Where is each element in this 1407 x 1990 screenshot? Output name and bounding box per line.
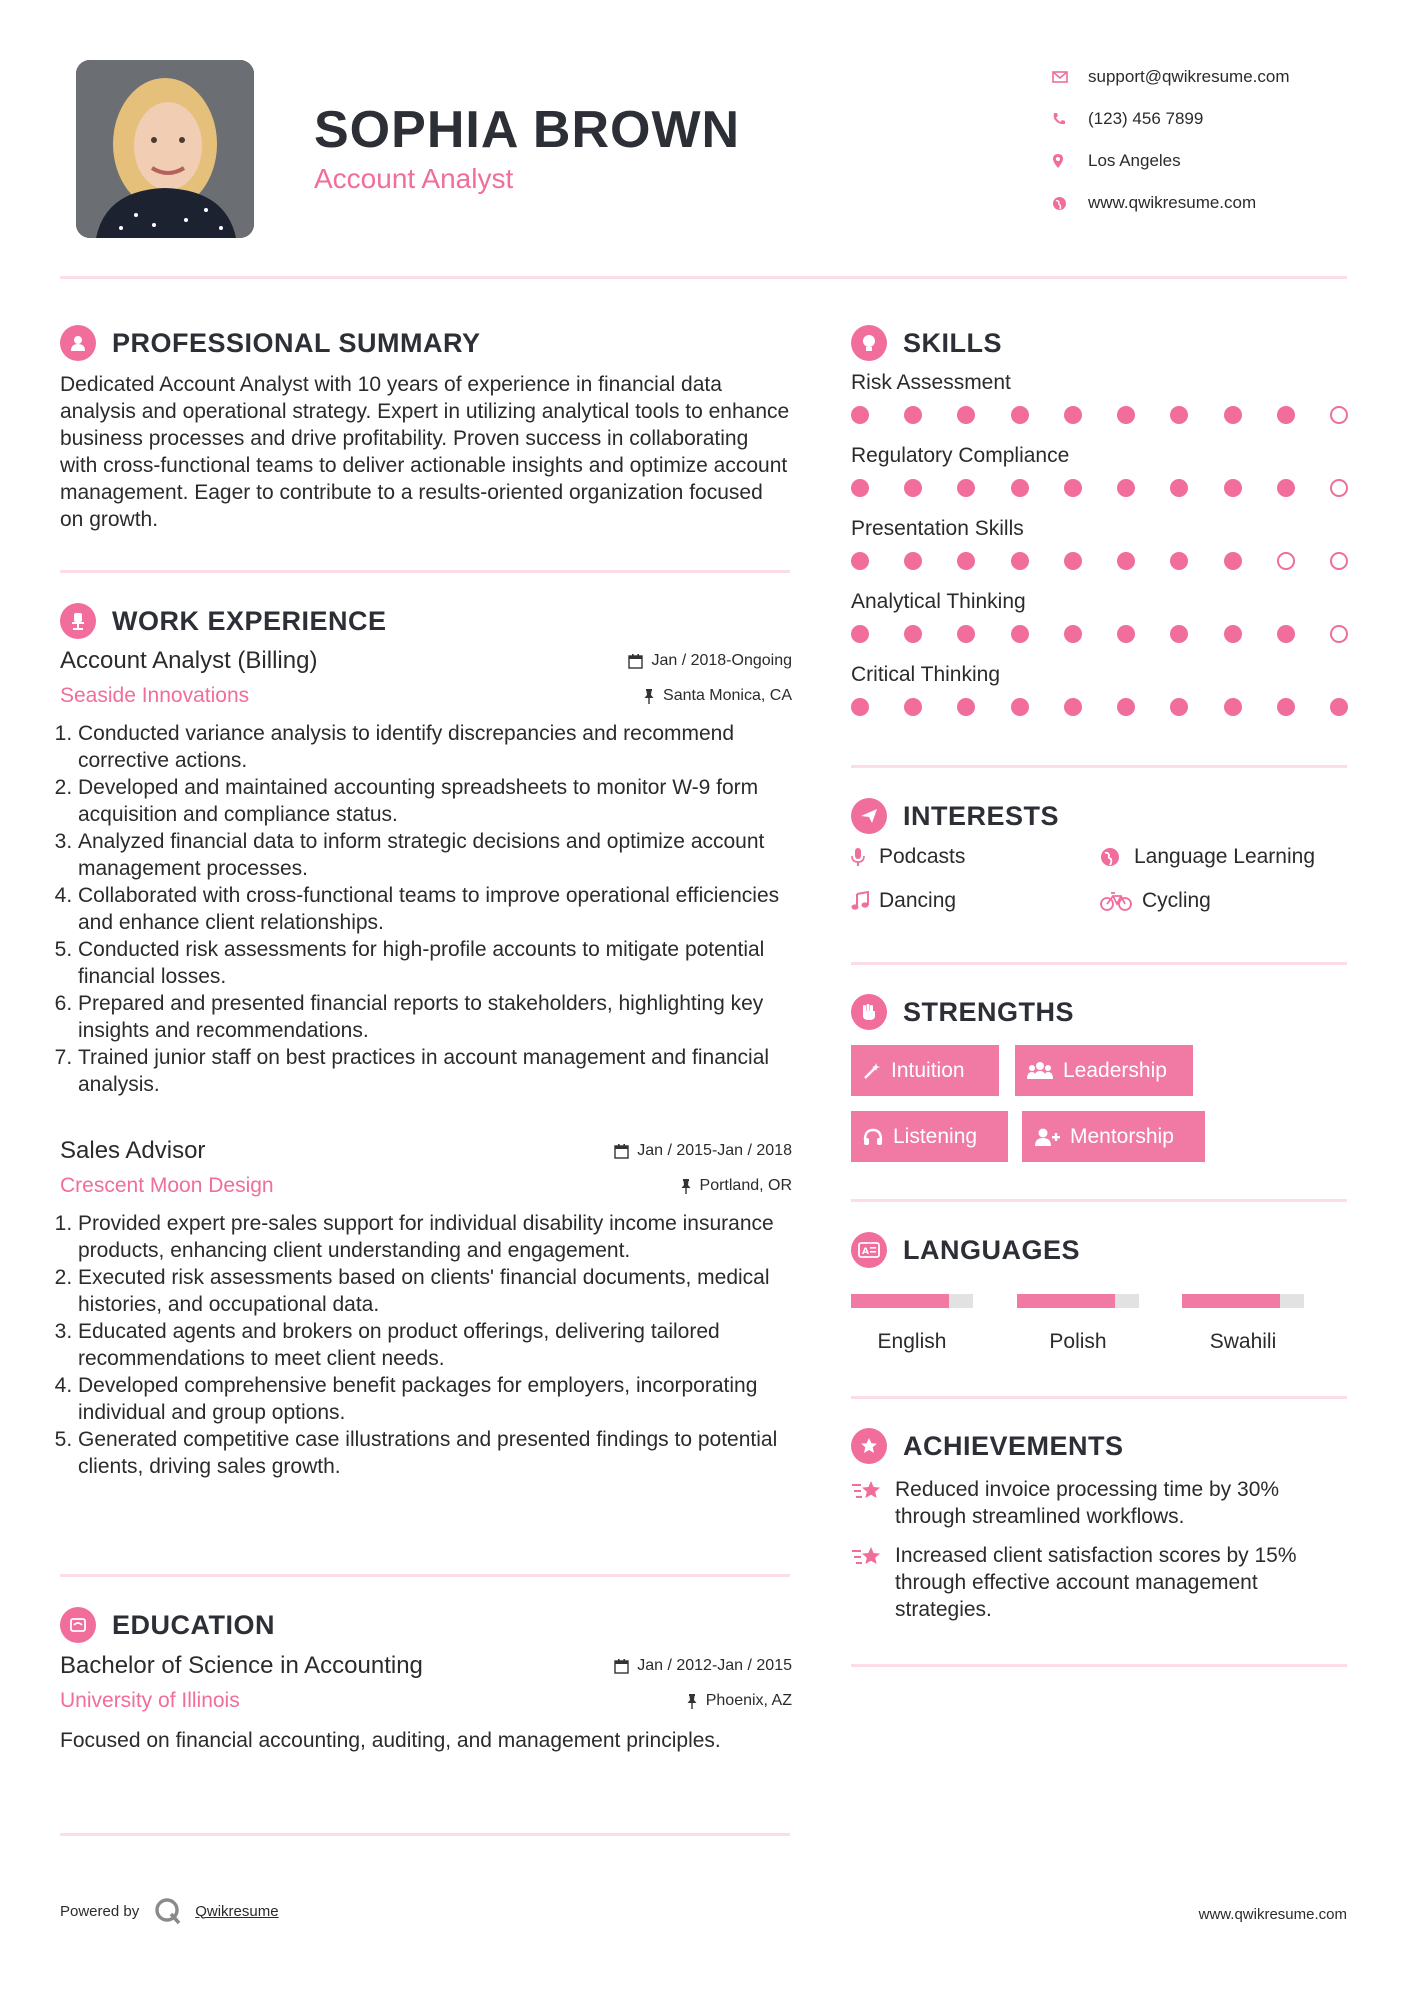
microphone-icon bbox=[851, 847, 879, 867]
achievement-item bbox=[851, 1542, 1351, 1623]
strength-tag: Intuition bbox=[851, 1045, 999, 1096]
contact-phone-text: (123) 456 7899 bbox=[1088, 109, 1204, 128]
education-description: Focused on financial accounting, auditing, and management principles. bbox=[60, 1729, 721, 1752]
skill-name: Analytical Thinking bbox=[851, 590, 1026, 613]
skill-dot-filled bbox=[1330, 698, 1348, 716]
contact-location-text: Los Angeles bbox=[1088, 151, 1181, 170]
job-company: Crescent Moon Design bbox=[60, 1174, 274, 1197]
skill-dot-filled bbox=[1224, 698, 1242, 716]
footer-powered-by bbox=[60, 1896, 279, 1926]
language-level-bar bbox=[1017, 1294, 1139, 1308]
language-level-bar bbox=[851, 1294, 973, 1308]
skill-dot-filled bbox=[904, 552, 922, 570]
job-company: Seaside Innovations bbox=[60, 684, 250, 707]
skill-dot-filled bbox=[1170, 479, 1188, 497]
skill-item bbox=[851, 444, 1351, 497]
achievement-item bbox=[851, 1476, 1351, 1530]
skill-name: Risk Assessment bbox=[851, 371, 1011, 394]
list-item: 1. Conducted variance analysis to identify discrepancies and recommend corrective actions. bbox=[78, 720, 792, 774]
languages-title: LANGUAGES bbox=[903, 1234, 1081, 1265]
envelope-icon bbox=[1052, 71, 1088, 83]
language-item bbox=[1182, 1294, 1304, 1354]
calendar-icon bbox=[614, 1659, 629, 1674]
skill-dot-filled bbox=[851, 479, 869, 497]
skill-dot-empty bbox=[1330, 552, 1348, 570]
powered-by-label: Powered by bbox=[60, 1902, 140, 1920]
group-icon bbox=[1027, 1061, 1053, 1081]
summary-text: Dedicated Account Analyst with 10 years of experience in financial data analysis and operational strategy. Expert in utilizing analytical tools to enhance business processes and drive profitability. Proven success in collaborating with cross-functional teams to deliver actionable insights and optimize account management. Eager to contribute to a results-oriented organization focused on growth. bbox=[60, 373, 790, 531]
strengths-title: STRENGTHS bbox=[903, 996, 1075, 1027]
chair-icon bbox=[60, 603, 96, 639]
list-item: 1. Provided expert pre-sales support for individual disability income insurance products, enhancing client understanding and engagement. bbox=[78, 1210, 792, 1264]
degree-title: Bachelor of Science in Accounting bbox=[60, 1652, 423, 1679]
star-badge-icon bbox=[851, 1428, 887, 1464]
skill-dot-filled bbox=[1224, 406, 1242, 424]
education-divider bbox=[60, 1833, 790, 1836]
skill-dot-filled bbox=[1064, 406, 1082, 424]
education-entry bbox=[60, 1652, 792, 1754]
list-item: 3. Analyzed financial data to inform strategic decisions and optimize account management processes. bbox=[78, 828, 792, 882]
skill-dot-filled bbox=[851, 552, 869, 570]
skill-name: Presentation Skills bbox=[851, 517, 1024, 540]
list-item: 2. Developed and maintained accounting spreadsheets to monitor W-9 form acquisition and compliance status. bbox=[78, 774, 792, 828]
list-item: 6. Prepared and presented financial reports to stakeholders, highlighting key insights and recommendations. bbox=[78, 990, 792, 1044]
language-item bbox=[851, 1294, 973, 1354]
skill-dot-filled bbox=[1064, 698, 1082, 716]
interest-item: Dancing bbox=[851, 889, 956, 913]
skill-dot-filled bbox=[1064, 552, 1082, 570]
footer-website[interactable]: www.qwikresume.com bbox=[1198, 1906, 1347, 1923]
skill-rating bbox=[851, 698, 1348, 716]
qwikresume-logo-icon bbox=[153, 1896, 183, 1926]
job-title: Account Analyst (Billing) bbox=[60, 647, 318, 674]
skill-dot-filled bbox=[1170, 625, 1188, 643]
interest-item: Podcasts bbox=[851, 845, 965, 869]
music-note-icon bbox=[851, 891, 879, 911]
headphones-icon bbox=[863, 1128, 883, 1146]
pushpin-icon bbox=[680, 1179, 692, 1194]
profile-photo bbox=[76, 60, 254, 238]
summary-heading bbox=[60, 325, 481, 361]
summary-title: PROFESSIONAL SUMMARY bbox=[112, 327, 481, 358]
qwikresume-link[interactable]: Qwikresume bbox=[195, 1902, 279, 1920]
contact-phone[interactable] bbox=[1052, 98, 1382, 140]
list-item: 4. Collaborated with cross-functional teams to improve operational efficiencies and enhance client relationships. bbox=[78, 882, 792, 936]
skill-dot-filled bbox=[1011, 479, 1029, 497]
skill-dot-filled bbox=[957, 406, 975, 424]
language-item bbox=[1017, 1294, 1139, 1354]
experience-title: WORK EXPERIENCE bbox=[112, 605, 387, 636]
shooting-star-icon bbox=[851, 1542, 895, 1623]
strength-tag: Mentorship bbox=[1022, 1111, 1205, 1162]
job-bullets bbox=[60, 1210, 792, 1480]
list-item: 4. Developed comprehensive benefit packages for employers, incorporating individual and group options. bbox=[78, 1372, 792, 1426]
school-name: University of Illinois bbox=[60, 1689, 240, 1712]
skill-dot-filled bbox=[1117, 625, 1135, 643]
language-name: Polish bbox=[1049, 1330, 1107, 1353]
job-entry bbox=[60, 1137, 792, 1480]
skill-dot-filled bbox=[1170, 552, 1188, 570]
skill-dot-filled bbox=[1011, 552, 1029, 570]
language-level-fill bbox=[1182, 1294, 1280, 1308]
strength-tag: Leadership bbox=[1015, 1045, 1193, 1096]
skill-dot-filled bbox=[1277, 698, 1295, 716]
skill-dot-filled bbox=[1277, 406, 1295, 424]
skill-dot-filled bbox=[1011, 406, 1029, 424]
skill-dot-filled bbox=[904, 406, 922, 424]
strengths-divider bbox=[851, 1199, 1347, 1202]
skill-name: Critical Thinking bbox=[851, 663, 1000, 686]
candidate-role: Account Analyst bbox=[314, 163, 514, 194]
skill-rating bbox=[851, 479, 1348, 497]
skill-dot-filled bbox=[1011, 625, 1029, 643]
list-item: 5. Generated competitive case illustrations and presented findings to potential clients, driving sales growth. bbox=[78, 1426, 792, 1480]
language-level-bar bbox=[1182, 1294, 1304, 1308]
language-name: English bbox=[877, 1330, 947, 1353]
shooting-star-icon bbox=[851, 1476, 895, 1530]
contact-website[interactable] bbox=[1052, 182, 1382, 224]
skills-title: SKILLS bbox=[903, 327, 1003, 358]
pushpin-icon bbox=[643, 689, 655, 704]
paper-plane-icon bbox=[851, 798, 887, 834]
interest-item: Language Learning bbox=[1100, 845, 1315, 869]
job-title: Sales Advisor bbox=[60, 1137, 206, 1164]
contact-website-text: www.qwikresume.com bbox=[1088, 193, 1257, 212]
pushpin-icon bbox=[686, 1694, 698, 1709]
skill-dot-filled bbox=[1117, 479, 1135, 497]
skill-dot-filled bbox=[1170, 698, 1188, 716]
achievement-text: Increased client satisfaction scores by 15% through effective account management strategies. bbox=[895, 1544, 1297, 1621]
summary-divider bbox=[60, 570, 790, 573]
language-card-icon bbox=[851, 1232, 887, 1268]
graduation-icon bbox=[60, 1607, 96, 1643]
user-plus-icon bbox=[1034, 1127, 1060, 1147]
skill-dot-filled bbox=[1277, 625, 1295, 643]
skill-dot-filled bbox=[1170, 406, 1188, 424]
language-level-fill bbox=[1017, 1294, 1115, 1308]
contact-list bbox=[1052, 56, 1382, 224]
languages-divider bbox=[851, 1396, 1347, 1399]
strengths-heading bbox=[851, 994, 1074, 1030]
skill-dot-empty bbox=[1330, 625, 1348, 643]
job-date: Jan / 2018-Ongoing bbox=[628, 652, 792, 670]
skills-divider bbox=[851, 765, 1347, 768]
phone-icon bbox=[1052, 112, 1088, 126]
skill-dot-filled bbox=[851, 698, 869, 716]
skills-heading bbox=[851, 325, 1002, 361]
skill-dot-filled bbox=[957, 698, 975, 716]
list-item: 5. Conducted risk assessments for high-profile accounts to mitigate potential financial losses. bbox=[78, 936, 792, 990]
experience-divider bbox=[60, 1574, 790, 1577]
contact-email[interactable] bbox=[1052, 56, 1382, 98]
calendar-icon bbox=[614, 1144, 629, 1159]
achievements-heading bbox=[851, 1428, 1124, 1464]
education-location: Phoenix, AZ bbox=[686, 1692, 792, 1710]
fist-icon bbox=[851, 994, 887, 1030]
skill-dot-empty bbox=[1330, 479, 1348, 497]
strength-tag: Listening bbox=[851, 1111, 1008, 1162]
achievements-title: ACHIEVEMENTS bbox=[903, 1430, 1124, 1461]
magic-wand-icon bbox=[863, 1062, 881, 1080]
skill-item bbox=[851, 663, 1351, 716]
skill-name: Regulatory Compliance bbox=[851, 444, 1070, 467]
list-item: 3. Educated agents and brokers on product offerings, delivering tailored recommendations to meet client needs. bbox=[78, 1318, 792, 1372]
skill-dot-filled bbox=[1064, 479, 1082, 497]
user-icon bbox=[60, 325, 96, 361]
skill-dot-empty bbox=[1330, 406, 1348, 424]
skill-dot-empty bbox=[1277, 552, 1295, 570]
svg-text:A: A bbox=[862, 1247, 869, 1257]
skill-dot-filled bbox=[1117, 698, 1135, 716]
skill-item bbox=[851, 371, 1351, 424]
job-date: Jan / 2015-Jan / 2018 bbox=[614, 1142, 792, 1160]
contact-location bbox=[1052, 140, 1382, 182]
education-title: EDUCATION bbox=[112, 1609, 275, 1640]
skill-dot-filled bbox=[957, 625, 975, 643]
skill-dot-filled bbox=[957, 552, 975, 570]
skill-item bbox=[851, 517, 1351, 570]
skill-dot-filled bbox=[1224, 479, 1242, 497]
interest-item: Cycling bbox=[1100, 889, 1211, 913]
skill-dot-filled bbox=[1117, 406, 1135, 424]
language-name: Swahili bbox=[1209, 1330, 1277, 1353]
lightbulb-icon bbox=[851, 325, 887, 361]
achievement-text: Reduced invoice processing time by 30% through streamlined workflows. bbox=[895, 1478, 1280, 1528]
bicycle-icon bbox=[1100, 891, 1142, 911]
skill-item bbox=[851, 590, 1351, 643]
skill-dot-filled bbox=[904, 479, 922, 497]
header-divider bbox=[60, 276, 1347, 279]
location-pin-icon bbox=[1052, 153, 1088, 169]
job-location: Santa Monica, CA bbox=[643, 687, 792, 705]
skill-dot-filled bbox=[1224, 625, 1242, 643]
list-item: 7. Trained junior staff on best practices in account management and financial analysis. bbox=[78, 1044, 792, 1098]
job-entry bbox=[60, 647, 792, 1098]
interests-title: INTERESTS bbox=[903, 800, 1060, 831]
skill-rating bbox=[851, 625, 1348, 643]
skill-rating bbox=[851, 552, 1348, 570]
skill-dot-filled bbox=[1011, 698, 1029, 716]
skill-dot-filled bbox=[851, 625, 869, 643]
skill-dot-filled bbox=[957, 479, 975, 497]
skill-dot-filled bbox=[1224, 552, 1242, 570]
interests-heading bbox=[851, 798, 1059, 834]
contact-email-text: support@qwikresume.com bbox=[1088, 67, 1290, 86]
languages-heading bbox=[851, 1232, 1080, 1268]
candidate-name: SOPHIA BROWN bbox=[314, 101, 741, 159]
calendar-icon bbox=[628, 654, 643, 669]
experience-heading bbox=[60, 603, 387, 639]
skill-dot-filled bbox=[904, 625, 922, 643]
skill-dot-filled bbox=[1277, 479, 1295, 497]
education-date: Jan / 2012-Jan / 2015 bbox=[614, 1657, 792, 1675]
achievements-divider bbox=[851, 1664, 1347, 1667]
skill-rating bbox=[851, 406, 1348, 424]
skill-dot-filled bbox=[1064, 625, 1082, 643]
globe-icon bbox=[1100, 847, 1134, 867]
globe-icon bbox=[1052, 196, 1088, 211]
skill-dot-filled bbox=[904, 698, 922, 716]
language-level-fill bbox=[851, 1294, 949, 1308]
job-location: Portland, OR bbox=[680, 1177, 792, 1195]
education-heading bbox=[60, 1607, 275, 1643]
skill-dot-filled bbox=[1117, 552, 1135, 570]
list-item: 2. Executed risk assessments based on clients' financial documents, medical histories, and occupational data. bbox=[78, 1264, 792, 1318]
job-bullets bbox=[60, 720, 792, 1098]
skill-dot-filled bbox=[851, 406, 869, 424]
interests-divider bbox=[851, 962, 1347, 965]
